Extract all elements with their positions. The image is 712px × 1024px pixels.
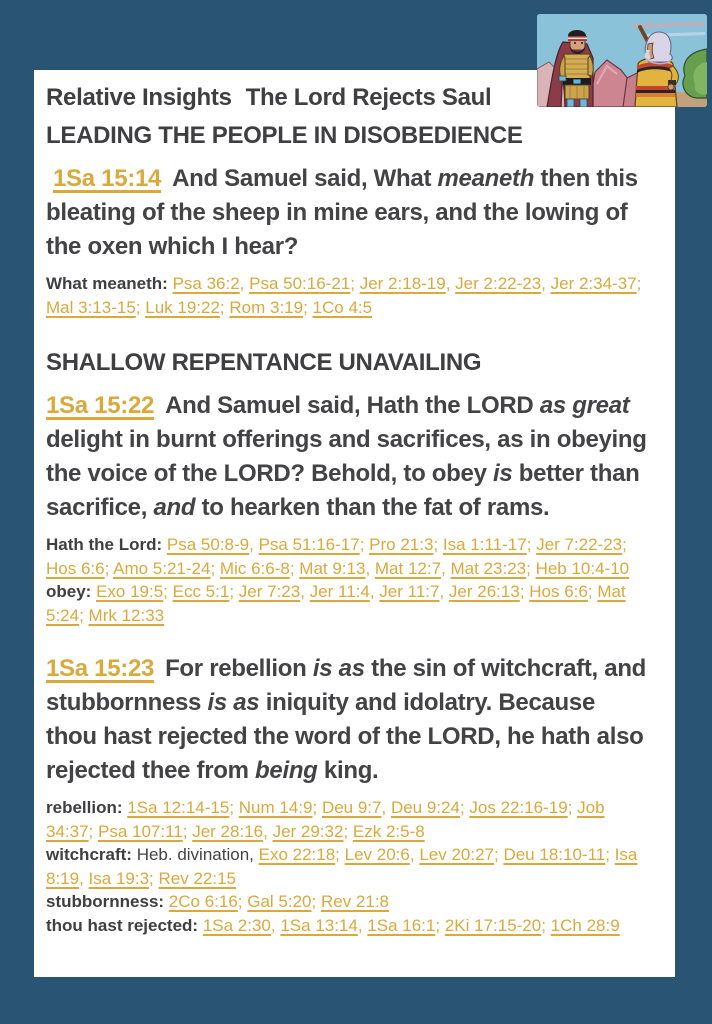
verse-ref-link[interactable]: 1Sa 15:23 [46, 655, 155, 682]
ref-separator: ; [210, 558, 220, 578]
ref-separator: ; [79, 605, 89, 625]
cross-ref-link[interactable]: Mrk 12:33 [88, 605, 165, 625]
cross-ref-link[interactable]: Ecc 5:1 [172, 582, 230, 601]
verse-text: And Samuel said, Hath the LORD [165, 392, 540, 419]
ref-separator: ; [149, 868, 159, 888]
cross-ref-line [46, 890, 649, 914]
cross-ref-link[interactable]: 1Sa 2:30 [202, 915, 271, 935]
sections [46, 117, 649, 937]
verse-text: is as [207, 689, 260, 716]
verse-paragraph [46, 162, 649, 264]
ref-separator: ; [289, 558, 300, 578]
ref-separator: ; [636, 274, 642, 293]
cross-ref-link[interactable]: Jer 29:32 [272, 821, 344, 841]
cross-ref-link[interactable]: Mat 5:24 [46, 582, 626, 625]
ref-separator: ; [433, 535, 443, 554]
cross-ref-link[interactable]: Ezk 2:5-8 [352, 821, 425, 841]
verse-text: the sin of witchcraft, and stubbornness [46, 655, 647, 716]
ref-separator: , [357, 915, 368, 935]
verse-text: iniquity and idolatry. Because thou hast rejected the word of the LORD, he hath also rejected thee from [46, 689, 644, 784]
cross-ref-link[interactable]: Lev 20:27 [419, 845, 494, 864]
verse-text: delight in burnt offerings and sacrifices, as in obeying the voice of the LORD? Behold, to obey [46, 426, 647, 487]
cross-ref-line [46, 580, 649, 627]
ref-label: stubbornness: [46, 892, 169, 911]
ref-separator: ; [182, 821, 193, 841]
cross-refs [46, 796, 649, 937]
ref-separator: ; [229, 798, 239, 817]
cross-ref-link[interactable]: Mic 6:6-8 [219, 558, 290, 578]
page-title-app: Relative Insights [46, 84, 232, 111]
cross-ref-link[interactable]: Pro 21:3 [369, 535, 434, 554]
section-heading: LEADING THE PEOPLE IN DISOBEDIENCE [46, 122, 523, 149]
ref-note: Heb. divination [136, 845, 250, 864]
ref-separator: , [263, 821, 273, 841]
cross-ref-link[interactable]: 1Sa 12:14-15 [127, 798, 230, 817]
cross-refs [46, 533, 649, 627]
cross-ref-link[interactable]: Isa 19:3 [88, 868, 150, 888]
section [46, 652, 649, 937]
ref-separator: ; [312, 798, 322, 817]
ref-separator: , [249, 845, 259, 864]
ref-separator: ; [567, 798, 578, 817]
ref-separator: ; [587, 582, 598, 601]
cross-ref-link[interactable]: Amo 5:21-24 [113, 558, 211, 578]
ref-separator: ; [526, 535, 537, 554]
cross-ref-link[interactable]: Jer 2:34-37 [550, 274, 637, 293]
ref-separator: , [270, 915, 281, 935]
ref-separator: ; [605, 845, 615, 864]
ref-separator: ; [343, 821, 353, 841]
cross-ref-link[interactable]: Gal 5:20 [247, 892, 312, 911]
cross-ref-link[interactable]: Num 14:9 [238, 798, 313, 817]
verse-text: And Samuel said, What [172, 165, 438, 192]
cross-ref-link[interactable]: Mal 3:13-15 [46, 297, 136, 317]
section-heading: SHALLOW REPENTANCE UNAVAILING [46, 349, 482, 376]
ref-label: witchcraft: [46, 845, 137, 864]
ref-separator: ; [519, 582, 530, 601]
verse-paragraph [46, 389, 649, 525]
verse-text: better than sacrifice, [46, 460, 640, 521]
cross-ref-link[interactable]: Rev 22:15 [158, 868, 236, 888]
ref-separator: , [439, 582, 449, 601]
verse-ref-link[interactable]: 1Sa 15:14 [53, 165, 162, 192]
cross-ref-link[interactable]: Psa 51:16-17 [258, 535, 360, 554]
verse-ref-link[interactable]: 1Sa 15:22 [46, 392, 155, 419]
ref-separator: , [79, 868, 89, 888]
page-title-topic: The Lord Rejects Saul [245, 84, 492, 111]
verse-text: is [492, 460, 513, 487]
ref-label: What meaneth: [46, 274, 173, 293]
verse-text: then this bleating of the sheep in mine ears, and the lowing of the oxen which I hear? [46, 165, 638, 260]
cross-ref-link[interactable]: 1Sa 13:14 [280, 915, 358, 935]
ref-separator: ; [229, 582, 239, 601]
ref-label: Hath the Lord: [46, 535, 167, 554]
cross-ref-line [46, 843, 649, 890]
cross-ref-link[interactable]: Isa 8:19 [46, 845, 638, 888]
cross-ref-line [46, 914, 649, 938]
cross-ref-link[interactable]: Jer 2:22-23 [455, 274, 542, 293]
content-card [34, 70, 675, 977]
cross-ref-link[interactable]: Mat 9:13 [299, 558, 366, 578]
ref-label: thou hast rejected: [46, 915, 203, 935]
ref-separator: , [445, 274, 456, 293]
cross-ref-link[interactable]: Psa 36:2 [172, 274, 240, 293]
ref-separator: ; [526, 558, 536, 578]
section [46, 344, 649, 627]
cross-ref-link[interactable]: 1Sa 16:1 [367, 915, 436, 935]
cross-ref-link[interactable]: Job 34:37 [46, 798, 605, 841]
cross-ref-link[interactable]: Hos 6:6 [46, 558, 105, 578]
cross-ref-link[interactable]: 1Ch 28:9 [550, 915, 620, 935]
ref-separator: ; [335, 845, 345, 864]
verse-text: king. [317, 757, 379, 784]
ref-separator: ; [494, 845, 504, 864]
ref-separator: ; [219, 297, 230, 317]
cross-ref-line [46, 796, 649, 843]
verse-text: being [255, 757, 318, 784]
cross-refs [46, 272, 649, 319]
cross-ref-link[interactable]: Psa 50:16-21 [249, 274, 351, 293]
ref-separator: , [365, 558, 375, 578]
cross-ref-link[interactable]: Jer 7:22-23 [536, 535, 623, 554]
ref-separator: ; [459, 798, 470, 817]
cross-ref-link[interactable]: Jer 2:18-19 [359, 274, 446, 293]
cross-ref-link[interactable]: Isa 1:11-17 [442, 535, 527, 554]
cross-ref-link[interactable]: Jer 7:23 [238, 582, 301, 601]
ref-separator: , [239, 274, 250, 293]
cross-ref-link[interactable]: 2Ki 17:15-20 [444, 915, 542, 935]
ref-separator: , [249, 535, 259, 554]
ref-separator: ; [435, 915, 445, 935]
cross-ref-link[interactable]: Jer 28:16 [192, 821, 264, 841]
cross-ref-link[interactable]: Rom 3:19 [229, 297, 304, 317]
ref-separator: , [369, 582, 380, 601]
cross-ref-link[interactable]: Jer 26:13 [448, 582, 520, 601]
cross-ref-link[interactable]: Deu 9:7 [321, 798, 382, 817]
ref-separator: ; [163, 582, 173, 601]
cross-ref-link[interactable]: 1Co 4:5 [312, 297, 373, 317]
ref-separator: ; [622, 535, 627, 554]
ref-label: rebellion: [46, 798, 128, 817]
cross-ref-link[interactable]: Exo 22:18 [258, 845, 336, 864]
ref-separator: , [409, 845, 420, 864]
ref-separator: ; [104, 558, 114, 578]
ref-separator: , [441, 558, 451, 578]
ref-label: obey: [46, 582, 97, 601]
verse-paragraph [46, 652, 649, 788]
cross-ref-link[interactable]: Jos 22:16-19 [469, 798, 568, 817]
saul-samuel-illustration [537, 14, 707, 107]
ref-separator: ; [350, 274, 360, 293]
cross-ref-link[interactable]: Rev 21:8 [320, 892, 390, 911]
cross-ref-link[interactable]: Luk 19:22 [145, 297, 220, 317]
ref-separator: ; [88, 821, 98, 841]
cross-ref-link[interactable]: Exo 19:5 [96, 582, 164, 601]
verse-text: For rebellion [165, 655, 313, 682]
cross-ref-line [46, 533, 649, 580]
ref-separator: ; [303, 297, 313, 317]
ref-separator: , [541, 274, 551, 293]
cross-ref-link[interactable]: 2Co 6:16 [168, 892, 238, 911]
ref-separator: ; [359, 535, 370, 554]
verse-text: is as [312, 655, 365, 682]
verse-text: as great [539, 392, 630, 419]
cross-ref-link[interactable]: Deu 18:10-11 [503, 845, 606, 864]
cross-ref-link[interactable]: Lev 20:6 [344, 845, 410, 864]
verse-text: and [153, 494, 196, 521]
ref-separator: , [300, 582, 310, 601]
cross-ref-link[interactable]: Deu 9:24 [390, 798, 460, 817]
ref-separator: ; [135, 297, 146, 317]
cross-ref-link[interactable]: Jer 11:7 [379, 582, 440, 601]
ref-separator: , [381, 798, 391, 817]
cross-ref-link[interactable]: Jer 11:4 [309, 582, 370, 601]
cross-ref-link[interactable]: Psa 50:8-9 [166, 535, 250, 554]
verse-text: to hearken than the fat of rams. [195, 494, 550, 521]
ref-separator: ; [541, 915, 551, 935]
cross-ref-link[interactable]: Heb 10:4-10 [535, 558, 630, 578]
cross-ref-link[interactable]: Mat 23:23 [450, 558, 527, 578]
section [46, 117, 649, 319]
verse-text: meaneth [437, 165, 535, 192]
ref-separator: ; [311, 892, 321, 911]
cross-ref-link[interactable]: Psa 107:11 [98, 821, 183, 841]
cross-ref-link[interactable]: Mat 12:7 [374, 558, 442, 578]
cross-ref-link[interactable]: Hos 6:6 [529, 582, 588, 601]
cross-ref-line [46, 272, 649, 319]
ref-separator: ; [237, 892, 248, 911]
